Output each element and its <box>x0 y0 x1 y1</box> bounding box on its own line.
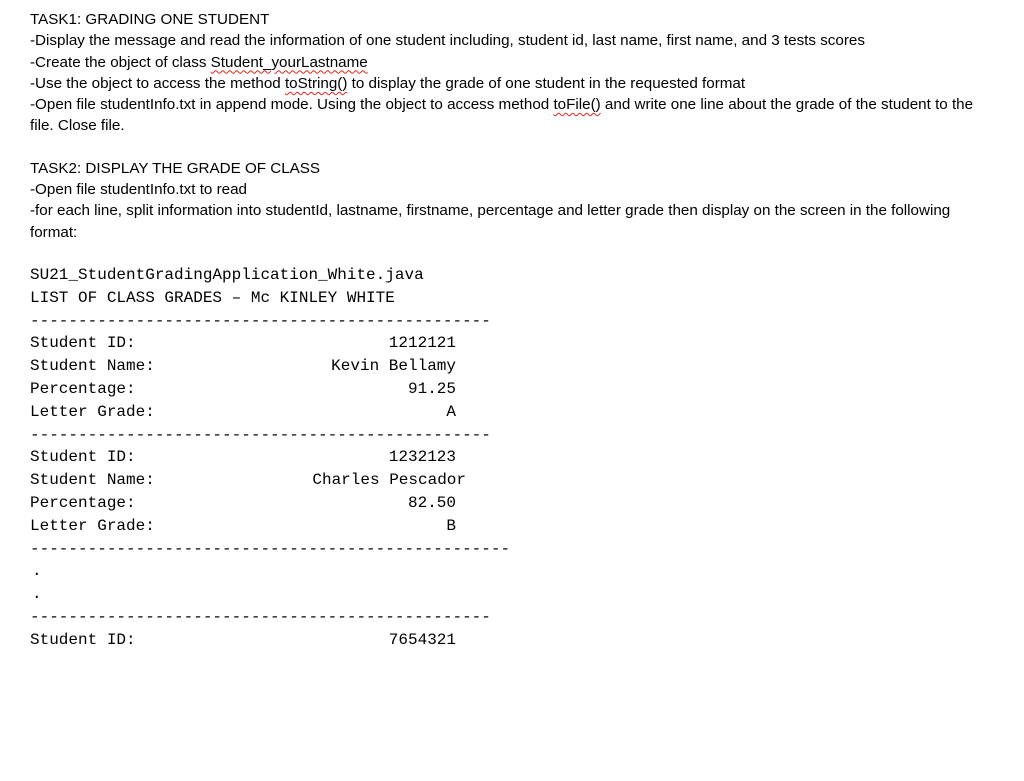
letter-grade-row <box>30 515 510 538</box>
student-id-value: 1232123 <box>388 448 456 467</box>
separator: ------------------------------------------------ <box>30 607 491 626</box>
percentage-value: 91.25 <box>407 379 456 398</box>
output-filename: SU21_StudentGradingApplication_White.java <box>30 266 424 284</box>
task1-line-display: -Display the message and read the information of one student including, student id, last name, first name, and 3 tests scores <box>30 32 865 50</box>
ellipsis-dot: . <box>32 562 42 581</box>
letter-grade-row <box>30 401 510 424</box>
letter-grade-value: A <box>446 402 456 421</box>
task1-line-tostring-prefix: -Use the object to access the method <box>30 74 285 92</box>
task1-line-tostring-suffix: to display the grade of one student in the requested format <box>347 74 746 92</box>
student-record <box>30 446 510 537</box>
percentage-label: Percentage: <box>30 379 136 398</box>
student-id-value: 1212121 <box>388 334 456 353</box>
student-id-row <box>30 629 510 652</box>
task1-line-tofile-prefix: -Open file studentInfo.txt in append mode. Using the object to access method <box>30 96 554 114</box>
tofile-method: toFile() <box>553 96 601 114</box>
student-id-label: Student ID: <box>30 630 136 649</box>
task1-line-tofile-suffix: and write one line about the grade of the student to the file. Close file. <box>30 96 974 135</box>
letter-grade-value: B <box>446 516 456 535</box>
student-id-label: Student ID: <box>30 334 136 353</box>
class-name: Student_yourLastname <box>210 53 368 71</box>
student-name-label: Student Name: <box>30 357 155 376</box>
task2-line-open: -Open file studentInfo.txt to read <box>30 181 247 199</box>
percentage-row <box>30 378 510 401</box>
student-id-row <box>30 332 510 355</box>
percentage-label: Percentage: <box>30 493 136 512</box>
student-name-row <box>30 355 510 378</box>
student-record <box>30 332 510 423</box>
student-id-value: 7654321 <box>388 630 456 649</box>
student-name-label: Student Name: <box>30 471 155 490</box>
task1-line-tofile <box>30 94 990 137</box>
task2-line-split: -for each line, split information into studentId, lastname, firstname, percentage and letter grade then display on the screen in the following format: <box>30 202 951 241</box>
separator: ------------------------------------------------ <box>30 311 491 330</box>
task1-heading: TASK1: GRADING ONE STUDENT <box>30 11 270 28</box>
percentage-value: 82.50 <box>407 493 456 512</box>
tostring-method: toString() <box>284 74 348 92</box>
percentage-row <box>30 492 510 515</box>
student-name-row <box>30 469 510 492</box>
letter-grade-label: Letter Grade: <box>30 402 155 421</box>
student-id-row <box>30 446 510 469</box>
student-name-value: Charles Pescador <box>312 471 466 490</box>
sample-output <box>30 264 510 652</box>
task2-heading: TASK2: DISPLAY THE GRADE OF CLASS <box>30 159 321 177</box>
task1-line-create-text: -Create the object of class <box>30 53 211 71</box>
student-name-value: Kevin Bellamy <box>331 357 456 376</box>
separator: -------------------------------------------------- <box>30 539 511 558</box>
spacer <box>30 137 990 158</box>
student-id-label: Student ID: <box>30 448 136 467</box>
letter-grade-label: Letter Grade: <box>30 516 155 535</box>
task1-line-create <box>30 52 990 73</box>
instructions <box>30 9 990 243</box>
output-header: LIST OF CLASS GRADES – Mc KINLEY WHITE <box>30 288 395 307</box>
separator: ------------------------------------------------ <box>30 425 491 444</box>
ellipsis-dot: . <box>32 585 42 604</box>
task1-line-tostring <box>30 73 990 94</box>
